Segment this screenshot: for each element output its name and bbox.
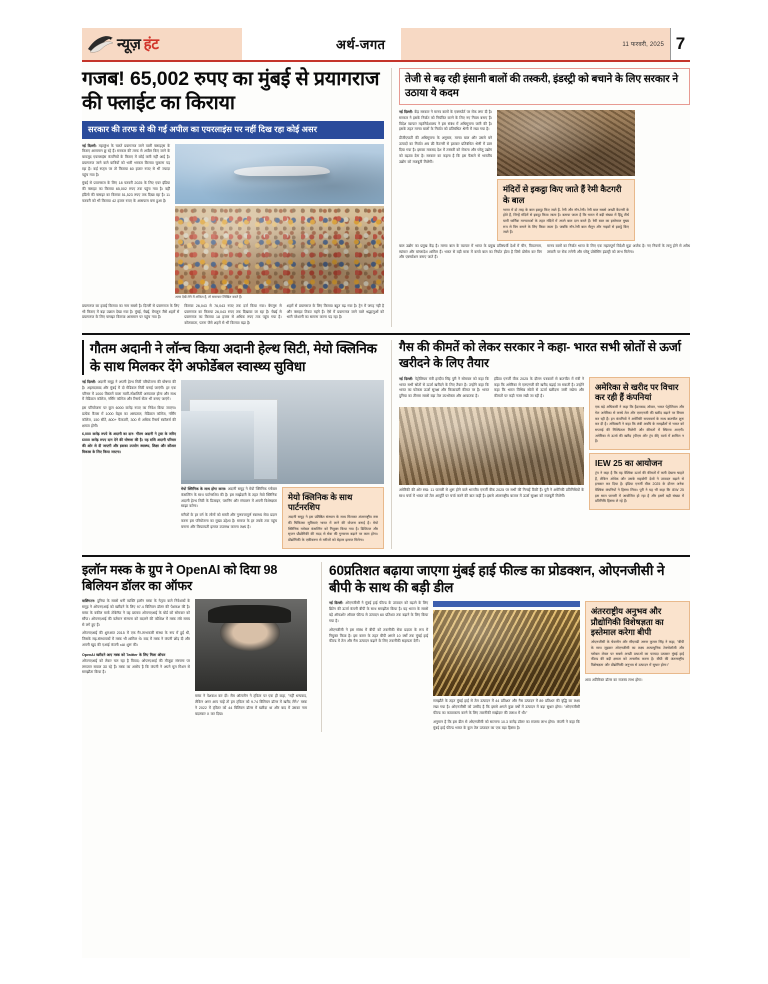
story-gas-col3: अमेरिकी की ओर रुख: 11 फरवरी से शुरू होने वाले भारतीय एनर्जी वीक 2025 पर सभी की निगाहें टिकी हैं। पुरी ने अमेरिकी प्रतिनिधियों के साथ चर्चा में भारत को तेल आपूर्ति पर चर्चा करने की बात कही है। इससे अंतरराष्ट्रीय बाजार में ऊर्जा सुरक्षा को मजबूती मिलेगी।: [399, 488, 584, 498]
top-section: [82, 68, 690, 327]
story-hair-lower: [399, 244, 690, 261]
story-ongc-body: [329, 601, 690, 731]
logo-word-1: न्यूज़: [117, 36, 141, 53]
story-adani-col3-wrap: [181, 487, 277, 549]
story-adani-col2-text: इस परियोजना पर कुल 6000 करोड़ रुपए का निवेश किया जाएगा। प्रत्येक कैंपस में 1000 बेड्स का अस्पताल, मेडिकल कॉलेज, नर्सिंग कॉलेज, 150 सीटें, 800+ फैकल्टी, 300 से अधिक रिसर्च स्कॉलर्स की क्षमता होगी।: [82, 406, 176, 428]
story-musk-col2: मस्क ने पेशकश कर दी। सैम ऑल्टमैन ने ट्विटर पर एक ही कहा, "नहीं धन्यवाद, लेकिन अगर आप चाहें तो हम ट्विटर को 9.74 बिलियन डॉलर में खरीद लेंगे।" मस्क ने 2022 में ट्विटर को 44 बिलियन डॉलर में खरीदा था और बाद में उसका नाम बदलकर X कर दिया।: [195, 694, 307, 716]
story-flight-dateline: नई दिल्ली:: [82, 143, 97, 148]
story-gas-col1-text: पेट्रोलियम मंत्री हरदीप सिंह पुरी ने सोमवार को कहा कि भारत सभी स्रोतों से ऊर्जा खरीदने के लिए तैयार है। उन्होंने कहा कि भारत का फोकस ऊर्जा सुरक्षा और किफायती कीमत पर है। भारत दुनिया का तीसरा सबसे बड़ा तेल उपभोक्ता और आयातक है।: [399, 376, 489, 399]
gas-box-iew: [589, 453, 690, 510]
story-gas-body: [399, 377, 690, 510]
story-ongc-col5: आय अतिरिक्त डॉलर का राजस्व लाभ होगा।: [584, 677, 643, 682]
logo-wordmark: [117, 34, 159, 54]
story-musk-col4: ओपनएआई को लेकर चल रहा है विवाद: ओपनएआई की मौजूदा संरचना पर लगातार सवाल उठ रहे हैं। मस्क का आरोप है कि कंपनी ने अपने मूल मिशन से समझौता किया है।: [82, 658, 190, 675]
story-musk-dateline: वाशिंगटन:: [82, 599, 96, 604]
story-ongc-headline: 60प्रतिशत बढ़ाया जाएगा मुंबई हाई फील्ड का प्रोडक्शन, ओएनजीसी ने बीपी के साथ की बड़ी डील: [329, 562, 665, 596]
story-hair-textcol: [399, 110, 492, 241]
story-flight-lower: [82, 304, 384, 327]
story-flight: [82, 68, 384, 327]
hair-box-title: मंदिरों से इकट्ठा किए जाते हैं रेमी कैटगरी के बाल: [503, 184, 622, 205]
logo-word-2: हंट: [143, 36, 159, 53]
mayo-box-title: मेयो क्लिनिक के साथ पार्टनरशिप: [288, 491, 353, 513]
story-ongc: [321, 562, 690, 732]
gas-box1-body: एक बड़े अधिकारी ने कहा कि हैदराबाद ऑयल, भारत पेट्रोलियम और गेल अमेरिका से कच्चे तेल और एलएनजी की खरीद बढ़ाने पर विचार कर रही हैं। इन कंपनियों ने अमेरिकी सप्लायर्स के साथ बातचीत शुरू कर दी है। अधिकारी ने कहा कि लंबी अवधि के समझौतों से भारत को सप्लाई की निश्चितता मिलेगी और कीमतों में स्थिरता आएगी। अमेरिका से ऊर्जा की खरीद (पीएम और ट्रंप की) वार्ता में शामिल न है।: [595, 405, 684, 444]
story-hair-body: [399, 110, 690, 241]
gas-box2-title: IEW 25 का आयोजन: [595, 457, 663, 468]
gas-pipeline-photo: [399, 407, 584, 485]
story-adani-body: [82, 380, 384, 549]
story-flight-upper: [82, 144, 384, 300]
story-adani-sub1: मेयो क्लिनिक के साथ होगा करार:: [181, 486, 227, 491]
story-ongc-boxcol: [585, 601, 690, 731]
photo-caption: अमर देखें लेने में अंकित है, तो समाचार लिखित करते हैं।: [175, 295, 243, 300]
story-adani-dateline: नई दिल्ली:: [82, 379, 97, 384]
issue-date: 11 फरवरी, 2025: [622, 28, 670, 60]
story-hair-col1-text: केंद्र सरकार ने मानव बालों के एक्सपोर्ट पर रोक लगा दी है। सरकार ने इसके निर्यात को नियंत्रित करने के लिए नए नियम बनाए हैं। विदेश व्यापार महानिदेशालय ने इस संबंध में अधिसूचना जारी की है। इसके तहत मानव बालों के निर्यात को प्रतिबंधित श्रेणी में रखा गया है।: [399, 110, 492, 132]
story-adani: [82, 340, 384, 549]
story-gas-cols: [399, 377, 584, 403]
story-ongc-col3: समझौते के तहत मुंबई हाई से तेल उत्पादन में 44 प्रतिशत और गैस उत्पादन में 89 प्रतिशत की वृद्धि का लक्ष्य रखा गया है। ओएनजीसी को उम्मीद है कि इससे अगले कुछ वर्षों में उत्पादन में बड़ा सुधार होगा। "ओएनजीसी फील्ड का कायाकल्प करने के लिए तकनीकी साझेदार की तलाश में थी।": [433, 699, 580, 716]
story-ongc-col4: अनुमान है कि इस डील से ओएनजीसी को सालाना 10.3 करोड़ डॉलर का राजस्व लाभ होगा। कंपनी ने कहा कि मुंबई हाई फील्ड भारत के कुल तेल उत्पादन का एक बड़ा हिस्सा है।: [433, 719, 580, 730]
story-flight-photos: [175, 144, 384, 300]
story-hair-col3: बाल उद्योग का प्रमुख केंद्र है। मानव बाल के व्यापार में भारत के प्रमुख प्रतिस्पर्धी देशों में चीन, वियतनाम, म्यांमार और बांग्लादेश शामिल हैं। भारत से बड़ी मात्रा में कच्चे बाल का निर्यात होता है जिसे प्रोसेस कर विग और एक्सटेंशन बनाए जाते हैं।: [399, 243, 542, 260]
airplane-photo: [175, 144, 384, 204]
ongc-bp-box: [585, 601, 690, 673]
eagle-icon: [86, 33, 116, 55]
bottom-section: [82, 555, 690, 732]
crowd-photo: [175, 206, 384, 294]
page-sheet: [82, 28, 690, 958]
story-hair-col4: मानव बालों का निर्यात भारत के लिए एक महत्वपूर्ण विदेशी मुद्रा अर्जक है। नए नियमों के लागू होने से अवैध तस्करी पर रोक लगेगी और घरेलू प्रोसेसिंग इंडस्ट्री को लाभ मिलेगा।: [547, 243, 690, 254]
story-hair-dateline: नई दिल्ली:: [399, 110, 414, 115]
hair-info-box: [497, 179, 635, 241]
elon-musk-photo: [195, 599, 307, 691]
mayo-clinic-box: [282, 487, 384, 549]
story-hair-sidebar: [497, 110, 635, 241]
story-flight-col2-text: मुंबई से प्रयागराज के लिए 18 फरवरी 2025 के लिए एयर इंडिया की फ्लाइट का किराया 65,002 रुपए तक पहुंच गया है। वहीं इंडिगो की फ्लाइट का किराया 51,523 रुपए तक दिखा रहा है। 11 फरवरी को भी किराया 42 हजार रुपए के आसपास बना हुआ है।: [82, 181, 170, 203]
gas-box2-body: ट्रंप ने कहा है कि वह वैश्विक ऊर्जा की कीमतों में कमी देखना चाहते हैं, लेकिन ओपेक और उसके सहयोगी देशों ने उत्पादन बढ़ाने से इनकार कर दिया है। इंडिया एनर्जी वीक 2025 के दौरान अनेक वैश्विक कंपनियों ने हिस्सा लिया। पुरी ने यह भी कहा कि IEW 25 इस साल फरवरी में आयोजित हो रहा है और इसमें बड़ी संख्या में प्रतिनिधि हिस्सा ले रहे हैं।: [595, 470, 684, 504]
story-adani-lower: [181, 487, 384, 549]
story-flight-col4: किराया 26,043 से 76,043 रुपए तक दर्ज किया गया। बेंगलुरु से प्रयागराज का किराया 26,043 रुपए तक दिखाया जा रहा है। चेन्नई से प्रयागराज का किराया 18 हजार से अधिक रुपए तक पहुंच गया है। कोलकाता, पटना जैसे शहरों से भी किराया बढ़ा है।: [184, 303, 282, 326]
story-gas-col1: [399, 377, 489, 403]
story-hair-col1: [399, 110, 492, 165]
story-musk-col1-wrap: [82, 599, 190, 717]
ongc-box-body: ओएनजीसी के चेयरमैन और सीएमडी अरुण कुमार सिंह ने कहा, "बीपी के साथ जुड़कर ओएनजीसी का लक्ष्य अत्याधुनिक टेक्नोलॉजी और ग्लोबल लेवल पर सबसे अच्छी प्रथाओं का फायदा उठाकर मुंबई हाई फील्ड की बड़ी क्षमता को अनलॉक करना है। बीपी की अंतरराष्ट्रीय विशेषज्ञता और प्रौद्योगिकी अनुभव से उत्पादन में सुधार होगा।": [590, 640, 685, 668]
story-musk: [82, 562, 314, 732]
story-flight-subhead: सरकार की तरफ से की गई अपील का एयरलाइंस पर नहीं दिख रहा कोई असर: [82, 121, 384, 139]
gas-box1-title: अमेरिका से खरीद पर विचार कर रही हैं कंपनियां: [595, 381, 679, 403]
story-musk-right: [195, 599, 307, 717]
story-musk-col1: [82, 599, 190, 628]
story-musk-col3: ओपनएआई की शुरुआत 2015 में एक गैर-लाभकारी संस्था के रूप में हुई थी, जिसके सह-संस्थापकों में मस्क भी शामिल थे। बाद में मस्क ने कंपनी छोड़ दी और अपनी खुद की एआई कंपनी xAI शुरू की।: [82, 631, 190, 648]
story-hair-col2-text: डीजीएफटी की अधिसूचना के अनुसार, मानव बाल और उससे बने उत्पादों का निर्यात अब फ्री कैटगरी से हटाकर प्रतिबंधित श्रेणी में डाल दिया गया है। इसका मकसद देश में तस्करी को रोकना और घरेलू उद्योग को बढ़ावा देना है। सरकार का कहना है कि इस फैसले से भारतीय उद्योग को मजबूती मिलेगी।: [399, 136, 492, 164]
story-hair-headline: तेजी से बढ़ रही इंसानी बालों की तस्करी, इंडस्ट्री को बचाने के लिए सरकार ने उठाया ये कदम: [399, 68, 690, 105]
masthead: [82, 28, 690, 62]
story-musk-sub1: OpenAI खरीदने आए मस्क को Twitter के लिए मिला ऑफर: [82, 652, 166, 657]
airplane-shape: [234, 166, 330, 176]
section-title: अर्थ-जगत: [320, 28, 401, 60]
oil-rig-photo: [433, 610, 580, 696]
story-adani-col1-text: अदानी समूह ने अपनी हेल्थ सिटी परियोजना की घोषणा की है। अहमदाबाद और मुंबई में दो मेडिकल सिटी बनाई जाएंगी। हर एक परिसर में 1000 बिस्तरों वाला मल्टी-स्पेशलिटी अस्पताल होगा और साथ में मेडिकल कॉलेज, नर्सिंग कॉलेज और रिसर्च सेंटर भी बनाए जाएंगे।: [82, 379, 176, 402]
story-gas-left: [399, 377, 584, 510]
story-gas-col2: इंडिया एनर्जी वीक 2025 के दौरान पत्रकारों से बातचीत में मंत्री ने कहा कि अमेरिका से एलएनजी की खरीद बढ़ाई जा सकती है। उन्होंने कहा कि भारत विभिन्न स्रोतों से ऊर्जा खरीदना जारी रखेगा और कीमतों पर कड़ी नजर रखी जा रही है।: [494, 376, 584, 399]
mayo-box-body: अदानी समूह ने इस प्रतिष्ठित संस्थान के साथ मिलकर अंतरराष्ट्रीय स्तर की चिकित्सा सुविधाएं भारत में लाने की योजना बनाई है। मेयो क्लिनिक ग्लोबल कंसल्टिंग को नियुक्त किया गया है। डिजिटल और सृजन प्रौद्योगिकी की मदद से सेवा की गुणवत्ता बढ़ाने पर काम होगा। प्रौद्योगिकी के एकीकरण से मरीजों को बेहतर इलाज मिलेगा।: [288, 515, 378, 543]
story-gas-boxes: [589, 377, 690, 510]
story-flight-headline: गजब! 65,002 रुपए का मुंबई से प्रयागराज की फ्लाईट का किराया: [82, 68, 380, 114]
story-musk-headline: इलॉन मस्क के ग्रुप ने OpenAI को दिया 98 बिलियन डॉलर का ऑफर: [82, 562, 278, 594]
middle-section: [82, 333, 690, 549]
story-adani-headline: गौतम अदानी ने लॉन्च किया अदानी हेल्थ सिटी, मेयो क्लिनिक के साथ मिलकर देंगे अफोर्डेबल स्वास्थ्य सुविधा: [82, 340, 384, 375]
page-number: 7: [670, 28, 690, 60]
story-ongc-col2-text: ओएनजीसी ने इस संबंध में बीपी को तकनीकी सेवा प्रदाता के रूप में नियुक्त किया है। इस करार के तहत बीपी अगले 10 वर्षों तक मुंबई हाई फील्ड में तेल और गैस उत्पादन बढ़ाने के लिए तकनीकी सहायता देगी।: [329, 627, 429, 644]
story-flight-col3: प्रयागराज का हवाई किराया का नाम सबसे है। दिल्ली से प्रयागराज के लिए भी किराए में बड़ा उछाल देखा गया है। मुंबई, चेन्नई, बेंगलुरु जैसे शहरों से प्रयागराज के लिए फ्लाइट किराया आसमान पर पहुंच गया है।: [82, 303, 180, 320]
story-musk-col1-text: दुनिया के सबसे धनी व्यक्ति इलॉन मस्क के नेतृत्व वाले निवेशकों के समूह ने ओपनएआई को खरीदने के लिए 97.4 बिलियन डॉलर की पेशकश की है। मस्क के वकील मार्क टोबेरॉफ ने यह प्रस्ताव ओपनएआई के बोर्ड को सोमवार को सौंपा। ओपनएआई की वर्तमान संरचना को बदलने की कोशिश में मस्क लंबे समय से लगे हुए हैं।: [82, 599, 190, 627]
story-ongc-mid: [433, 601, 580, 731]
ongc-blue-strip: [433, 601, 580, 607]
story-adani-col1-wrap: [82, 380, 176, 549]
story-adani-highlight: 6,000 करोड़ रुपये के अदानी का दान: गौतम अदानी ने ट्रस्ट के जरिए 6000 करोड़ रुपए दान देने की घोषणा की है। यह राशि अदानी परिवार की ओर से दी जाएगी और इसका उपयोग स्वास्थ्य, शिक्षा और कौशल विकास के लिए किया जाएगा।: [82, 432, 176, 454]
story-musk-body: [82, 599, 314, 717]
story-adani-col3-text: अदानी समूह ने मेयो क्लिनिक ग्लोबल कंसल्टिंग के साथ पार्टनरशिप की है। इस साझेदारी के तहत मेयो क्लिनिक अदानी हेल्थ सिटी के डिजाइन, प्लानिंग और संचालन में अपनी विशेषज्ञता साझा करेगा।: [181, 486, 277, 509]
hair-bundle-photo: [497, 110, 635, 176]
story-flight-col5: शहरों से प्रयागराज के लिए किराया बहुत बढ़ गया है। ट्रेन में जगह नहीं है और फ्लाइट टिकट महंगे हैं। ऐसे में प्रयागराज जाने वाले श्रद्धालुओं को भारी परेशानी का सामना करना पड़ रहा है।: [286, 303, 384, 320]
masthead-logo[interactable]: [82, 28, 242, 60]
hair-box-body: भारत में दो तरह के बाल इकट्ठा किए जाते हैं- रेमी और नॉन-रेमी। रेमी बाल सबसे अच्छी कैटगरी के होते हैं, जिन्हें मंदिरों से इकट्ठा किया जाता है। बताया जाता है कि भारत में बड़ी संख्या में हिंदू तीर्थ यात्री धार्मिक मान्यताओं के तहत मंदिरों में अपने बाल दान करते हैं। रेमी बाल का इस्तेमाल मुख्य रूप से विग बनाने के लिए किया जाता है। जबकि नॉन-रेमी बाल सैलून और नाइयों से इकट्ठे किए जाते हैं।: [503, 207, 629, 235]
adani-box-wrap: [282, 487, 384, 549]
story-gas-dateline: नई दिल्ली:: [399, 376, 414, 381]
story-flight-col1-text: महाकुंभ के चलते प्रयागराज जाने वाली फ्लाइट्स के किराए आसमान छू रहे हैं। सरकार की तरफ से अपील किए जाने के बावजूद एयरलाइंस कंपनियों के किराए में कोई कमी नहीं आई है। प्रयागराज जाने वाले यात्रियों को भारी भरकम किराया चुकाना पड़ रहा है। कई रूट्स पर तो किराया 60 हजार रुपए से भी ज्यादा पहुंच गया है।: [82, 143, 170, 177]
story-flight-col1: [82, 144, 170, 300]
story-gas: [391, 340, 690, 549]
story-ongc-dateline: नई दिल्ली:: [329, 601, 344, 606]
masthead-bar: [401, 28, 622, 60]
ongc-box-title: अंतरराष्ट्रीय अनुभव और प्रौद्योगिकी विशेषज्ञता का इस्तेमाल करेगा बीपी: [590, 606, 664, 638]
story-adani-right: [181, 380, 384, 549]
story-adani-col3: [181, 487, 277, 531]
gas-box-america: [589, 377, 690, 450]
hospital-building-photo: [181, 380, 384, 484]
story-hair: [391, 68, 690, 327]
story-gas-headline: गैस की कीमतें को लेकर सरकार ने कहा- भारत सभी स्रोतों से ऊर्जा खरीदने के लिए तैयार: [399, 340, 681, 370]
story-adani-col4-text: मरीजों के हर वर्ग के लोगों को सस्ती और गुणवत्तापूर्ण स्वास्थ्य सेवा प्रदान करना इस परियोजना का मुख्य उद्देश्य है। समाज के हर तबके तक पहुंच बनाना और किफायती इलाज उपलब्ध कराना लक्ष्य है।: [181, 513, 277, 529]
masthead-gap: [242, 28, 320, 60]
story-adani-col1: [82, 380, 176, 456]
story-ongc-col1: [329, 601, 428, 645]
story-ongc-col1-wrap: [329, 601, 428, 731]
story-ongc-col1-text: ओएनजीसी ने मुंबई हाई फील्ड के उत्पादन को बढ़ाने के लिए ब्रिटेन की ऊर्जा कंपनी बीपी के साथ समझौता किया है। यह भारत के सबसे बड़े ऑफशोर ऑयल फील्ड से उत्पादन 60 प्रतिशत तक बढ़ाने के लिए किया गया है।: [329, 601, 429, 623]
